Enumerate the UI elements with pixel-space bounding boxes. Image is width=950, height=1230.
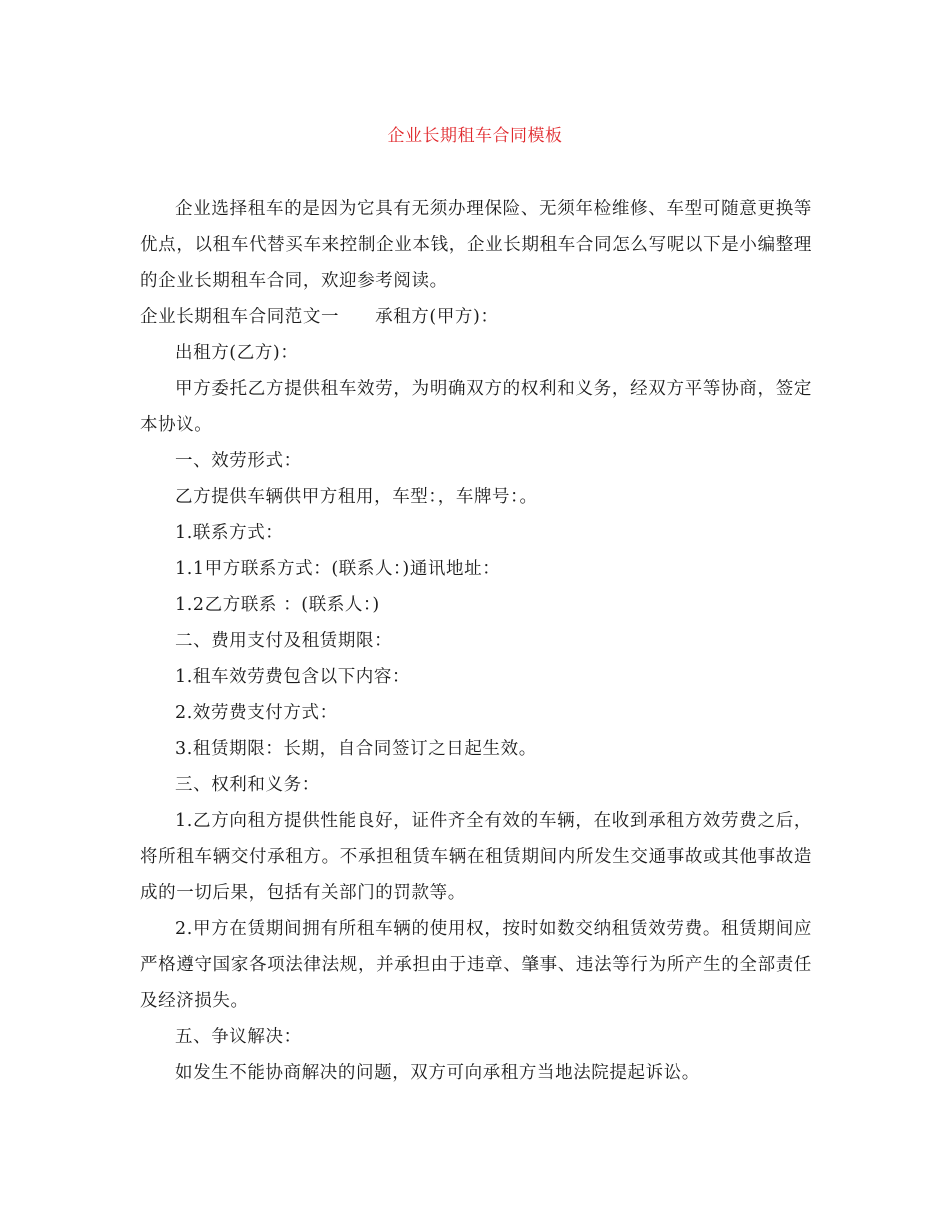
party-a-label: 承租方(甲方)： bbox=[375, 307, 499, 327]
section-1-item: 1.1甲方联系方式：(联系人：)通讯地址： bbox=[175, 559, 501, 579]
document-title: 企业长期租车合同模板 bbox=[387, 126, 563, 146]
section-1-item: 1.联系方式： bbox=[175, 523, 284, 543]
sample-heading: 企业长期租车合同范文一 bbox=[140, 307, 340, 327]
section-3-item: 2.甲方在赁期间拥有所租车辆的使用权，按时如数交纳租赁效劳费。租赁期间应严格遵守国家各项法律法规，并承担由于违章、肇事、违法等行为所产生的全部责任及经济损失。 bbox=[140, 919, 812, 1011]
sample-heading-line bbox=[140, 299, 812, 335]
section-3-item: 1.乙方向租方提供性能良好，证件齐全有效的车辆，在收到承租方效劳费之后，将所租车辆交付承租方。不承担租赁车辆在租赁期间内所发生交通事故或其他事故造成的一切后果，包括有关部门的罚款等。 bbox=[140, 811, 812, 903]
section-3-heading: 三、权利和义务： bbox=[175, 775, 320, 795]
section-1-item: 乙方提供车辆供甲方租用，车型：，车牌号：。 bbox=[175, 487, 538, 507]
section-1-heading: 一、效劳形式： bbox=[175, 451, 302, 471]
section-2-item: 1.租车效劳费包含以下内容： bbox=[175, 667, 411, 687]
section-2-item: 3.租赁期限：长期，自合同签订之日起生效。 bbox=[175, 739, 537, 759]
section-5-heading: 五、争议解决： bbox=[175, 1027, 302, 1047]
intro-paragraph: 企业选择租车的是因为它具有无须办理保险、无须年检维修、车型可随意更换等优点，以租车代替买车来控制企业本钱，企业长期租车合同怎么写呢以下是小编整理的企业长期租车合同，欢迎参考阅读。 bbox=[140, 199, 812, 291]
party-b-label: 出租方(乙方)： bbox=[175, 343, 299, 363]
section-1-item: 1.2乙方联系 ：(联系人：) bbox=[175, 595, 380, 615]
section-2-item: 2.效劳费支付方式： bbox=[175, 703, 338, 723]
preamble-paragraph: 甲方委托乙方提供租车效劳，为明确双方的权利和义务，经双方平等协商，签定本协议。 bbox=[140, 379, 812, 435]
section-5-item: 如发生不能协商解决的问题，双方可向承租方当地法院提起诉讼。 bbox=[175, 1063, 700, 1083]
section-2-heading: 二、费用支付及租赁期限： bbox=[175, 631, 393, 651]
